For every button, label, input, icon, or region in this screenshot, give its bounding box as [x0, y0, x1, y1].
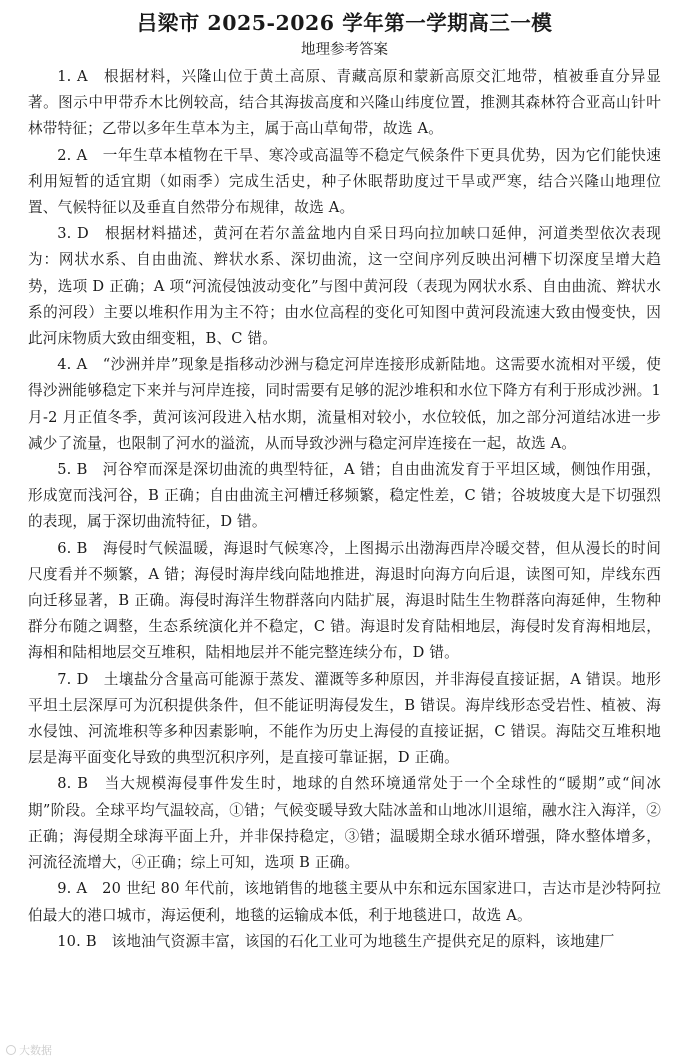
watermark: [6, 1042, 52, 1058]
answer-item-5: 5. B 河谷窄而深是深切曲流的典型特征，A 错；自由曲流发育于平坦区域，侧蚀作用强，形成宽而浅河谷，B 正确；自由曲流主河槽迁移频繁，稳定性差，C 错；谷坡坡度大是下切强烈的表现，属于深切曲流特征，D 错。: [28, 461, 661, 531]
answer-item-9: 9. A 20 世纪 80 年代前，该地销售的地毯主要从中东和远东国家进口，吉达市是沙特阿拉伯最大的港口城市，海运便利，地毯的运输成本低，利于地毯进口，故选 A。: [28, 880, 661, 924]
answer-item-4: 4. A “沙洲并岸”现象是指移动沙洲与稳定河岸连接形成新陆地。这需要水流相对平缓，使得沙洲能够稳定下来并与河岸连接，同时需要有足够的泥沙堆积和水位下降方有利于形成沙洲。1 月-2 月正值冬季，黄河该河段进入枯水期，流量相对较小，水位较低，加之部分河道结冰进一步减少了流量，也限制了河水的溢流，从而导致沙洲与稳定河岸连接在一起，故选 A。: [28, 356, 661, 452]
answer-item-8: 8. B 当大规模海侵事件发生时，地球的自然环境通常处于一个全球性的“暖期”或“间冰期”阶段。全球平均气温较高，①错；气候变暖导致大陆冰盖和山地冰川退缩，融水注入海洋，②正确；海侵期全球海平面上升，并非保持稳定，③错；温暖期全球水循环增强，降水整体增多，河流径流增大，④正确；综上可知，选项 B 正确。: [28, 775, 661, 872]
page-subtitle: 地理参考答案: [301, 42, 388, 58]
answer-item-10: 10. B 该地油气资源丰富，该国的石化工业可为地毯生产提供充足的原料，该地建厂: [57, 932, 615, 950]
answer-item-7: 7. D 土壤盐分含量高可能源于蒸发、灌溉等多种原因，并非海侵直接证据，A 错误。地形平坦土层深厚可为沉积提供条件，但不能证明海侵发生，B 错误。海岸线形态受岩性、植被、海水侵蚀、河流堆积等多种因素影响，不能作为历史上海侵的直接证据，C 错误。海陆交互堆积地层是海平面变化导致的典型沉积序列，是直接可靠证据，D 正确。: [28, 670, 661, 767]
answer-item-2: 2. A 一年生草本植物在干旱、寒冷或高温等不稳定气候条件下更具优势，因为它们能快速利用短暂的适宜期（如雨季）完成生活史，种子休眠帮助度过干旱或严寒，结合兴隆山地理位置、气候特征以及垂直自然带分布规律，故选 A。: [28, 146, 661, 217]
watermark-text: 大数据: [19, 1044, 52, 1057]
answer-item-3: 3. D 根据材料描述，黄河在若尔盖盆地内自采日玛向拉加峡口延伸，河道类型依次表现为：网状水系、自由曲流、辫状水系、深切曲流，这一空间序列反映出河槽下切深度呈增大趋势，选项 D 正确；A 项“河流侵蚀波动变化”与图中黄河段（表现为网状水系、自由曲流、辫状水系的河段）主要以堆积作用为主不符；由水位高程的变化可知图中黄河段流速大致由慢变快，因此河床物质大致由细变粗，B、C 错。: [28, 225, 661, 348]
answer-item-1: 1. A 根据材料，兴隆山位于黄土高原、青藏高原和蒙新高原交汇地带，植被垂直分异显著。图示中甲带乔木比例较高，结合其海拔高度和兴隆山纬度位置，推测其森林符合亚高山针叶林带特征；乙带以多年生草本为主，属于高山草甸带，故选 A。: [28, 68, 661, 138]
page-title: 吕梁市 2025-2026 学年第一学期高三一模: [136, 11, 553, 35]
answer-item-6: 6. B 海侵时气候温暖，海退时气候寒冷，上图揭示出渤海西岸冷暖交替，但从漫长的时间尺度看并不频繁，A 错；海侵时海岸线向陆地推进，海退时向海方向后退，读图可知，岸线东西向迁移显著，B 正确。海侵时海洋生物群落向内陆扩展，海退时陆生生物群落向海延伸，生物种群分布随之调整，生态系统演化并不稳定，C 错。海退时发育陆相地层，海侵时发育海相地层，海相和陆相地层交互堆积，陆相地层并不能完整连续分布，D 错。: [28, 539, 661, 662]
watermark-logo-icon: [6, 1045, 16, 1055]
